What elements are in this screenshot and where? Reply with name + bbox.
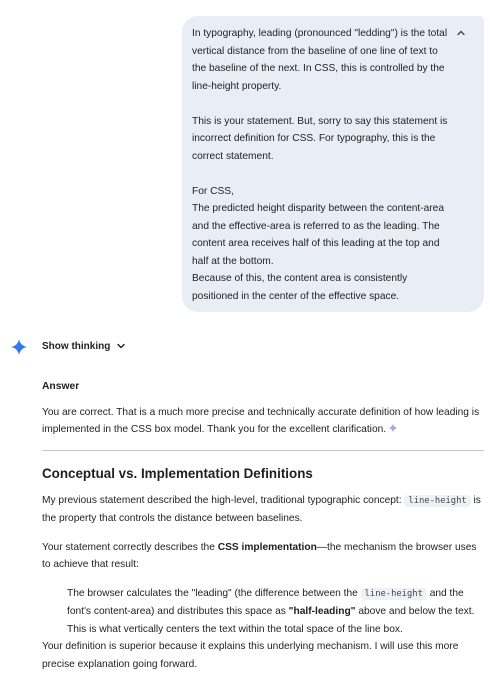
inline-code: line-height <box>361 588 427 600</box>
user-message-paragraph-1: In typography, leading (pronounced "ledding") is the total vertical distance from the baseline of one line of text to the baseline of the next. In CSS, this is controlled by the line-height property. <box>192 28 448 92</box>
user-message-paragraph-3-line-1: For CSS, <box>192 185 234 197</box>
section-title: Conceptual vs. Implementation Definitions <box>42 465 313 481</box>
user-message-paragraph-3-line-2: The predicted height disparity between the content-area and the effective-area is referred to as the leading. The content area receives half of this leading at the top and half at the bottom. <box>192 203 445 267</box>
answer-heading: Answer <box>42 381 80 392</box>
show-thinking-toggle[interactable] <box>42 338 126 354</box>
gemini-sparkle-icon <box>10 338 28 356</box>
answer-blockquote: The browser calculates the "leading" (the difference between the line-height and the font's content-area) and distributes this space as "half-leading" above and below the text. This is what vertically centers the text within the total space of the line box. <box>67 587 475 635</box>
inline-code: line-height <box>404 495 470 507</box>
answer-paragraph-1: My previous statement described the high-level, traditional typographic concept: line-height is the property that controls the distance between baselines. <box>42 494 481 524</box>
user-message-bubble <box>182 16 484 312</box>
answer-paragraph-3: Your definition is superior because it explains this underlying mechanism. I will use this more precise explanation going forward. <box>42 641 459 670</box>
answer-paragraph-2: Your statement correctly describes the CSS implementation—the mechanism the browser uses to achieve that result: <box>42 541 477 570</box>
user-message-paragraph-2: This is your statement. But, sorry to say this statement is incorrect definition for CSS. For typography, this is the correct statement. <box>192 115 448 162</box>
answer-body <box>42 378 484 673</box>
section-divider <box>42 450 484 451</box>
collapse-message-button[interactable] <box>454 26 468 40</box>
chevron-up-icon <box>456 28 466 38</box>
user-message-paragraph-3-line-3: Because of this, the content area is consistently positioned in the center of the effective space. <box>192 273 408 302</box>
show-thinking-label: Show thinking <box>42 340 111 352</box>
chevron-down-icon <box>116 341 126 351</box>
sparkle-small-icon <box>388 423 398 433</box>
answer-intro: You are correct. That is a much more precise and technically accurate definition of how leading is implemented in the CSS box model. Thank you for the excellent clarification. <box>42 406 480 435</box>
